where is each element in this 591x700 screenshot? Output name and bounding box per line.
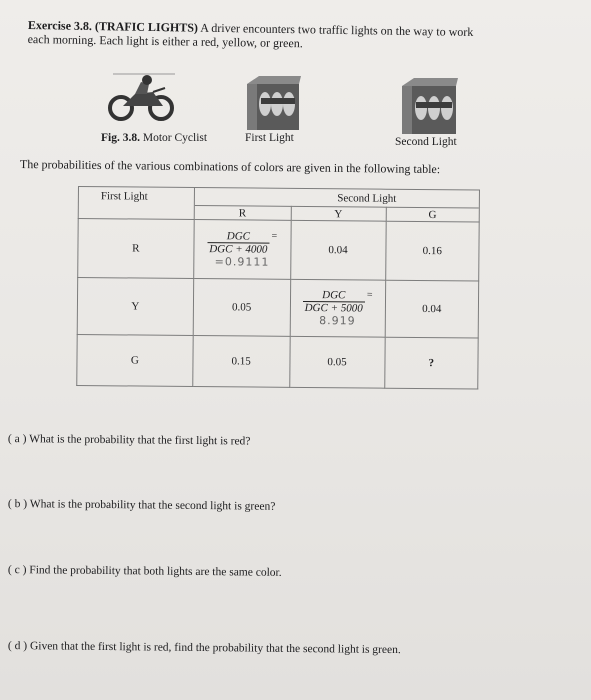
handwritten-rr: =0.9111 bbox=[214, 255, 270, 270]
cell-y-y bbox=[290, 280, 386, 338]
motorcycle-icon bbox=[105, 70, 177, 122]
exercise-title: (TRAFIC LIGHTS) bbox=[94, 19, 199, 35]
table-empty-header bbox=[78, 205, 194, 220]
figure-caption-label: Fig. 3.8. bbox=[101, 132, 140, 144]
figure-caption-motor: Motor Cyclist bbox=[142, 132, 208, 144]
figure-caption-first: First Light bbox=[245, 132, 294, 144]
second-light-header: Second Light bbox=[194, 188, 479, 209]
exercise-text-line1: A driver encounters two traffic lights on the way to work bbox=[200, 20, 474, 39]
exercise-text-line2: each morning. Each light is either a red, yellow, or green. bbox=[27, 31, 303, 51]
fraction-yy-numerator: DGC bbox=[303, 289, 365, 303]
cell-y-g: 0.04 bbox=[385, 281, 479, 339]
row-header-g: G bbox=[77, 335, 193, 387]
cell-g-r: 0.15 bbox=[193, 336, 290, 388]
col-header-y: Y bbox=[291, 207, 386, 222]
fraction-rr-equals: = bbox=[271, 231, 278, 243]
exercise-heading bbox=[28, 18, 548, 54]
cell-r-r bbox=[194, 220, 291, 280]
fraction-rr-numerator: DGC bbox=[207, 231, 269, 245]
handwritten-yy: 8.919 bbox=[319, 314, 356, 328]
figure-caption bbox=[101, 132, 207, 144]
figure-caption-second: Second Light bbox=[395, 136, 457, 148]
figure bbox=[95, 70, 495, 150]
cell-r-y: 0.04 bbox=[290, 221, 386, 281]
traffic-light-icon bbox=[245, 74, 301, 132]
col-header-g: G bbox=[386, 207, 480, 222]
fraction-yy-denominator: DGC + 5000 bbox=[304, 302, 363, 315]
cell-y-r: 0.05 bbox=[193, 279, 290, 337]
row-header-r: R bbox=[78, 219, 194, 279]
fraction-yy-equals: = bbox=[366, 289, 373, 301]
fraction-rr bbox=[207, 231, 269, 257]
fraction-yy bbox=[303, 289, 365, 315]
fraction-rr-denominator: DGC + 4000 bbox=[209, 243, 268, 257]
traffic-light-icon bbox=[400, 76, 458, 136]
question-c: ( c ) Find the probability that both lights are the same color. bbox=[7, 564, 282, 579]
question-a: ( a ) What is the probability that the first light is red? bbox=[7, 433, 251, 448]
row-header-y: Y bbox=[77, 278, 193, 336]
table-corner-label: First Light bbox=[78, 187, 194, 206]
question-b: ( b ) What is the probability that the second light is green? bbox=[7, 498, 276, 513]
question-d: ( d ) Given that the first light is red, find the probability that the second light is green. bbox=[7, 640, 401, 657]
exercise-number: Exercise 3.8. bbox=[27, 18, 93, 34]
probability-table bbox=[76, 186, 480, 390]
cell-g-y: 0.05 bbox=[289, 337, 384, 389]
cell-r-g: 0.16 bbox=[385, 222, 479, 282]
intro-text: The probabilities of the various combinations of colors are given in the following table: bbox=[19, 157, 441, 177]
col-header-r: R bbox=[194, 206, 291, 221]
cell-g-g: ? bbox=[384, 337, 478, 389]
